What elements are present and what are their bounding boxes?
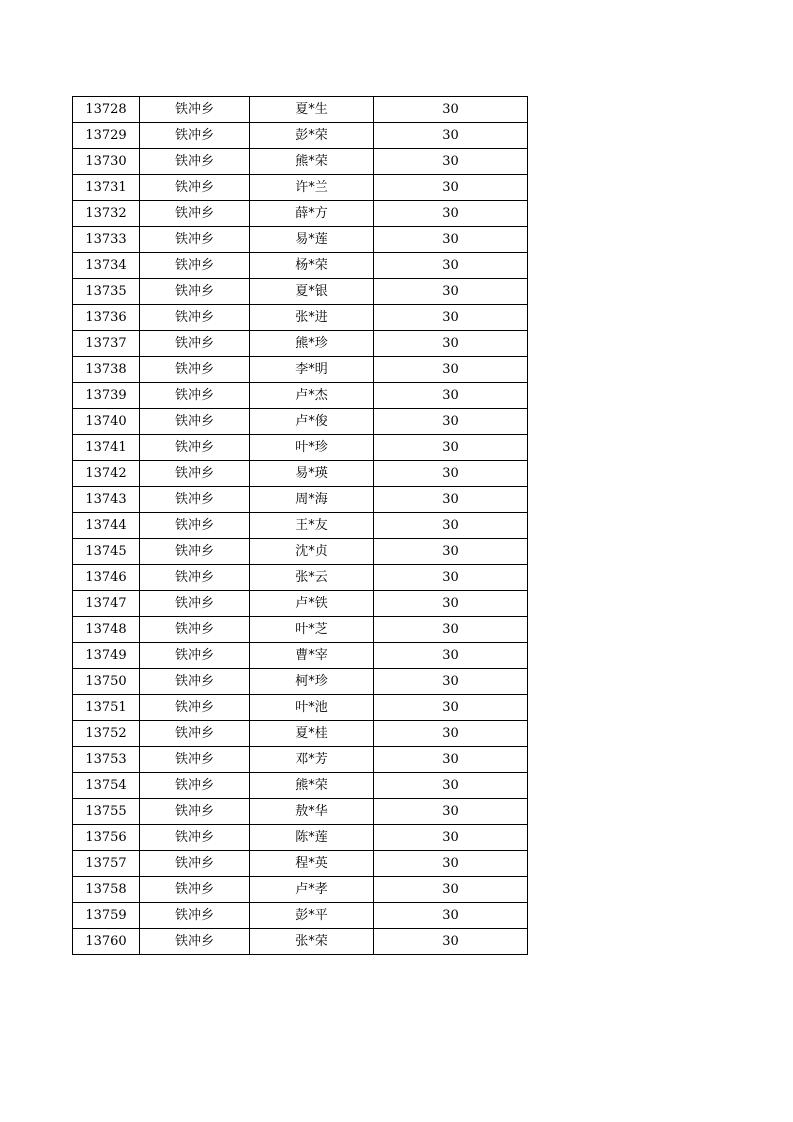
- amount-cell: 30: [374, 175, 528, 201]
- person-name-cell: 彭*平: [250, 903, 374, 929]
- record-id-cell: 13742: [73, 461, 140, 487]
- record-id-cell: 13751: [73, 695, 140, 721]
- amount-cell: 30: [374, 773, 528, 799]
- record-id-cell: 13745: [73, 539, 140, 565]
- person-name-cell: 熊*珍: [250, 331, 374, 357]
- table-row: [73, 877, 528, 903]
- records-table-body: [73, 97, 528, 955]
- person-name-cell: 张*进: [250, 305, 374, 331]
- record-id-cell: 13743: [73, 487, 140, 513]
- person-name-cell: 沈*贞: [250, 539, 374, 565]
- township-cell: 铁冲乡: [140, 539, 250, 565]
- township-cell: 铁冲乡: [140, 149, 250, 175]
- amount-cell: 30: [374, 929, 528, 955]
- township-cell: 铁冲乡: [140, 123, 250, 149]
- amount-cell: 30: [374, 669, 528, 695]
- table-row: [73, 669, 528, 695]
- township-cell: 铁冲乡: [140, 201, 250, 227]
- table-row: [73, 643, 528, 669]
- record-id-cell: 13744: [73, 513, 140, 539]
- amount-cell: 30: [374, 877, 528, 903]
- table-row: [73, 773, 528, 799]
- table-row: [73, 357, 528, 383]
- township-cell: 铁冲乡: [140, 695, 250, 721]
- record-id-cell: 13741: [73, 435, 140, 461]
- person-name-cell: 卢*杰: [250, 383, 374, 409]
- amount-cell: 30: [374, 383, 528, 409]
- township-cell: 铁冲乡: [140, 799, 250, 825]
- amount-cell: 30: [374, 123, 528, 149]
- person-name-cell: 彭*荣: [250, 123, 374, 149]
- table-row: [73, 617, 528, 643]
- record-id-cell: 13749: [73, 643, 140, 669]
- table-row: [73, 565, 528, 591]
- table-row: [73, 409, 528, 435]
- record-id-cell: 13736: [73, 305, 140, 331]
- amount-cell: 30: [374, 851, 528, 877]
- person-name-cell: 熊*荣: [250, 149, 374, 175]
- table-row: [73, 929, 528, 955]
- table-row: [73, 591, 528, 617]
- township-cell: 铁冲乡: [140, 435, 250, 461]
- record-id-cell: 13752: [73, 721, 140, 747]
- amount-cell: 30: [374, 357, 528, 383]
- person-name-cell: 夏*银: [250, 279, 374, 305]
- record-id-cell: 13753: [73, 747, 140, 773]
- table-row: [73, 383, 528, 409]
- person-name-cell: 卢*俊: [250, 409, 374, 435]
- amount-cell: 30: [374, 435, 528, 461]
- person-name-cell: 叶*芝: [250, 617, 374, 643]
- table-row: [73, 305, 528, 331]
- table-row: [73, 513, 528, 539]
- table-row: [73, 123, 528, 149]
- record-id-cell: 13746: [73, 565, 140, 591]
- amount-cell: 30: [374, 409, 528, 435]
- township-cell: 铁冲乡: [140, 227, 250, 253]
- record-id-cell: 13733: [73, 227, 140, 253]
- record-id-cell: 13755: [73, 799, 140, 825]
- township-cell: 铁冲乡: [140, 773, 250, 799]
- amount-cell: 30: [374, 617, 528, 643]
- township-cell: 铁冲乡: [140, 97, 250, 123]
- person-name-cell: 陈*莲: [250, 825, 374, 851]
- amount-cell: 30: [374, 305, 528, 331]
- amount-cell: 30: [374, 565, 528, 591]
- record-id-cell: 13750: [73, 669, 140, 695]
- table-row: [73, 695, 528, 721]
- table-row: [73, 851, 528, 877]
- record-id-cell: 13747: [73, 591, 140, 617]
- person-name-cell: 曹*宰: [250, 643, 374, 669]
- person-name-cell: 叶*池: [250, 695, 374, 721]
- record-id-cell: 13728: [73, 97, 140, 123]
- amount-cell: 30: [374, 799, 528, 825]
- township-cell: 铁冲乡: [140, 851, 250, 877]
- records-table: [72, 96, 528, 955]
- record-id-cell: 13757: [73, 851, 140, 877]
- township-cell: 铁冲乡: [140, 383, 250, 409]
- township-cell: 铁冲乡: [140, 357, 250, 383]
- person-name-cell: 卢*孝: [250, 877, 374, 903]
- record-id-cell: 13758: [73, 877, 140, 903]
- amount-cell: 30: [374, 513, 528, 539]
- township-cell: 铁冲乡: [140, 903, 250, 929]
- table-row: [73, 539, 528, 565]
- amount-cell: 30: [374, 747, 528, 773]
- table-row: [73, 487, 528, 513]
- person-name-cell: 程*英: [250, 851, 374, 877]
- record-id-cell: 13739: [73, 383, 140, 409]
- record-id-cell: 13759: [73, 903, 140, 929]
- amount-cell: 30: [374, 227, 528, 253]
- record-id-cell: 13735: [73, 279, 140, 305]
- person-name-cell: 夏*生: [250, 97, 374, 123]
- table-row: [73, 175, 528, 201]
- township-cell: 铁冲乡: [140, 331, 250, 357]
- township-cell: 铁冲乡: [140, 617, 250, 643]
- amount-cell: 30: [374, 253, 528, 279]
- table-row: [73, 253, 528, 279]
- township-cell: 铁冲乡: [140, 877, 250, 903]
- amount-cell: 30: [374, 201, 528, 227]
- table-row: [73, 149, 528, 175]
- amount-cell: 30: [374, 591, 528, 617]
- person-name-cell: 夏*桂: [250, 721, 374, 747]
- township-cell: 铁冲乡: [140, 591, 250, 617]
- record-id-cell: 13730: [73, 149, 140, 175]
- person-name-cell: 李*明: [250, 357, 374, 383]
- table-row: [73, 825, 528, 851]
- person-name-cell: 邓*芳: [250, 747, 374, 773]
- amount-cell: 30: [374, 903, 528, 929]
- township-cell: 铁冲乡: [140, 253, 250, 279]
- amount-cell: 30: [374, 149, 528, 175]
- table-row: [73, 461, 528, 487]
- record-id-cell: 13754: [73, 773, 140, 799]
- township-cell: 铁冲乡: [140, 747, 250, 773]
- table-row: [73, 435, 528, 461]
- record-id-cell: 13731: [73, 175, 140, 201]
- record-id-cell: 13729: [73, 123, 140, 149]
- table-row: [73, 747, 528, 773]
- record-id-cell: 13737: [73, 331, 140, 357]
- amount-cell: 30: [374, 279, 528, 305]
- amount-cell: 30: [374, 331, 528, 357]
- record-id-cell: 13732: [73, 201, 140, 227]
- amount-cell: 30: [374, 695, 528, 721]
- person-name-cell: 敖*华: [250, 799, 374, 825]
- person-name-cell: 熊*荣: [250, 773, 374, 799]
- township-cell: 铁冲乡: [140, 461, 250, 487]
- person-name-cell: 王*友: [250, 513, 374, 539]
- person-name-cell: 易*莲: [250, 227, 374, 253]
- table-row: [73, 331, 528, 357]
- record-id-cell: 13738: [73, 357, 140, 383]
- township-cell: 铁冲乡: [140, 565, 250, 591]
- person-name-cell: 薛*方: [250, 201, 374, 227]
- person-name-cell: 周*海: [250, 487, 374, 513]
- amount-cell: 30: [374, 97, 528, 123]
- township-cell: 铁冲乡: [140, 305, 250, 331]
- person-name-cell: 许*兰: [250, 175, 374, 201]
- table-row: [73, 279, 528, 305]
- amount-cell: 30: [374, 461, 528, 487]
- person-name-cell: 柯*珍: [250, 669, 374, 695]
- amount-cell: 30: [374, 643, 528, 669]
- person-name-cell: 张*云: [250, 565, 374, 591]
- record-id-cell: 13734: [73, 253, 140, 279]
- township-cell: 铁冲乡: [140, 409, 250, 435]
- township-cell: 铁冲乡: [140, 513, 250, 539]
- township-cell: 铁冲乡: [140, 669, 250, 695]
- amount-cell: 30: [374, 825, 528, 851]
- table-row: [73, 97, 528, 123]
- township-cell: 铁冲乡: [140, 487, 250, 513]
- record-id-cell: 13740: [73, 409, 140, 435]
- township-cell: 铁冲乡: [140, 643, 250, 669]
- person-name-cell: 杨*荣: [250, 253, 374, 279]
- record-id-cell: 13748: [73, 617, 140, 643]
- township-cell: 铁冲乡: [140, 721, 250, 747]
- table-row: [73, 201, 528, 227]
- person-name-cell: 张*荣: [250, 929, 374, 955]
- township-cell: 铁冲乡: [140, 929, 250, 955]
- record-id-cell: 13756: [73, 825, 140, 851]
- table-row: [73, 227, 528, 253]
- table-row: [73, 799, 528, 825]
- table-row: [73, 903, 528, 929]
- township-cell: 铁冲乡: [140, 175, 250, 201]
- record-id-cell: 13760: [73, 929, 140, 955]
- person-name-cell: 叶*珍: [250, 435, 374, 461]
- person-name-cell: 卢*铁: [250, 591, 374, 617]
- township-cell: 铁冲乡: [140, 279, 250, 305]
- amount-cell: 30: [374, 487, 528, 513]
- table-row: [73, 721, 528, 747]
- person-name-cell: 易*瑛: [250, 461, 374, 487]
- amount-cell: 30: [374, 721, 528, 747]
- amount-cell: 30: [374, 539, 528, 565]
- township-cell: 铁冲乡: [140, 825, 250, 851]
